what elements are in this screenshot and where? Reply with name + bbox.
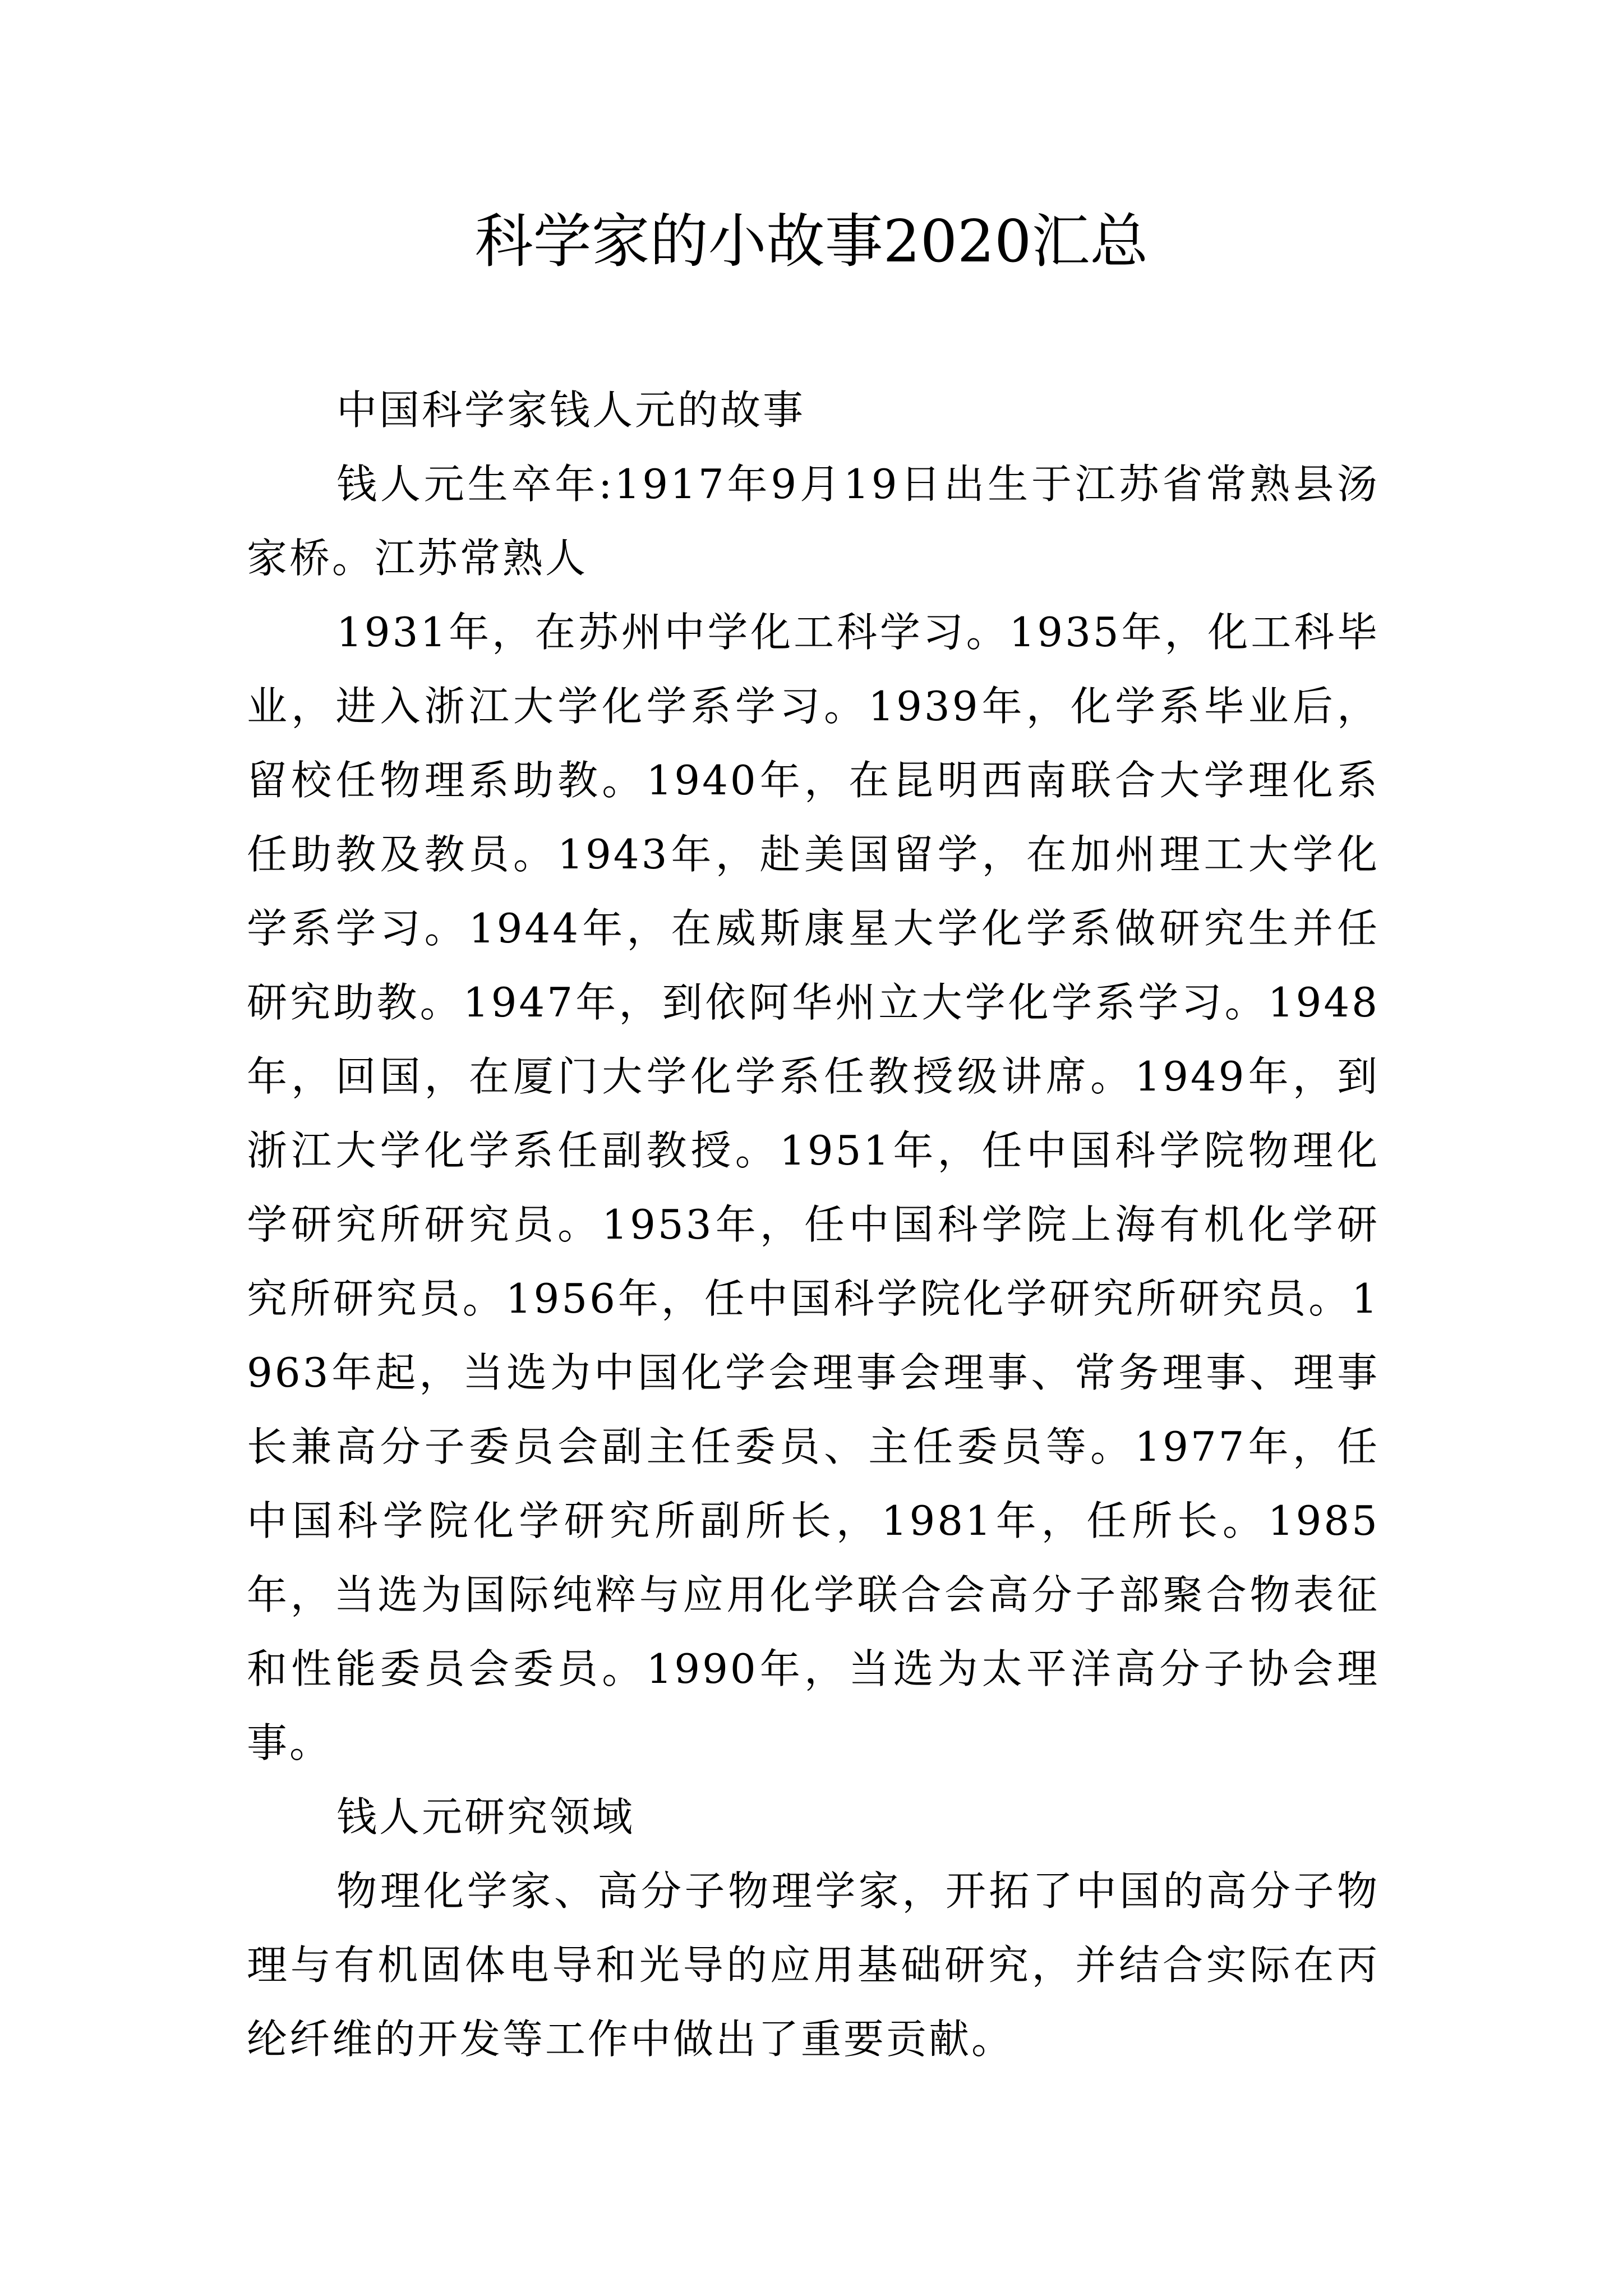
paragraph-heading-story: 中国科学家钱人元的故事 <box>336 386 806 434</box>
paragraph-research: 物理化学家、高分子物理学家，开拓了中国的高分子物理与有机固体电导和光导的应用基础研究，并结合实际在丙纶纤维的开发等工作中做出了重要贡献。 <box>247 1867 1380 2063</box>
paragraph-heading-research: 钱人元研究领域 <box>336 1793 635 1841</box>
document-body <box>247 373 1380 2076</box>
document-title: 科学家的小故事2020汇总 <box>474 207 1149 275</box>
paragraph-career: 1931年，在苏州中学化工科学习。1935年，化工科毕业，进入浙江大学化学系学习。1939年，化学系毕业后，留校任物理系助教。1940年，在昆明西南联合大学理化系任助教及教员。1943年，赴美国留学，在加州理工大学化学系学习。1944年，在威斯康星大学化学系做研究生并任研究助教。1947年，到依阿华州立大学化学系学习。1948年，回国，在厦门大学化学系任教授级讲席。1949年，到浙江大学化学系任副教授。1951年，任中国科学院物理化学研究所研究员。1953年，任中国科学院上海有机化学研究所研究员。1956年，任中国科学院化学研究所研究员。1963年起，当选为中国化学会理事会理事、常务理事、理事长兼高分子委员会副主任委员、主任委员等。1977年，任中国科学院化学研究所副所长，1981年，任所长。1985年，当选为国际纯粹与应用化学联合会高分子部聚合物表征和性能委员会委员。1990年，当选为太平洋高分子协会理事。 <box>247 609 1380 1766</box>
paragraph-birth-info: 钱人元生卒年:1917年9月19日出生于江苏省常熟县汤家桥。江苏常熟人 <box>247 461 1380 582</box>
